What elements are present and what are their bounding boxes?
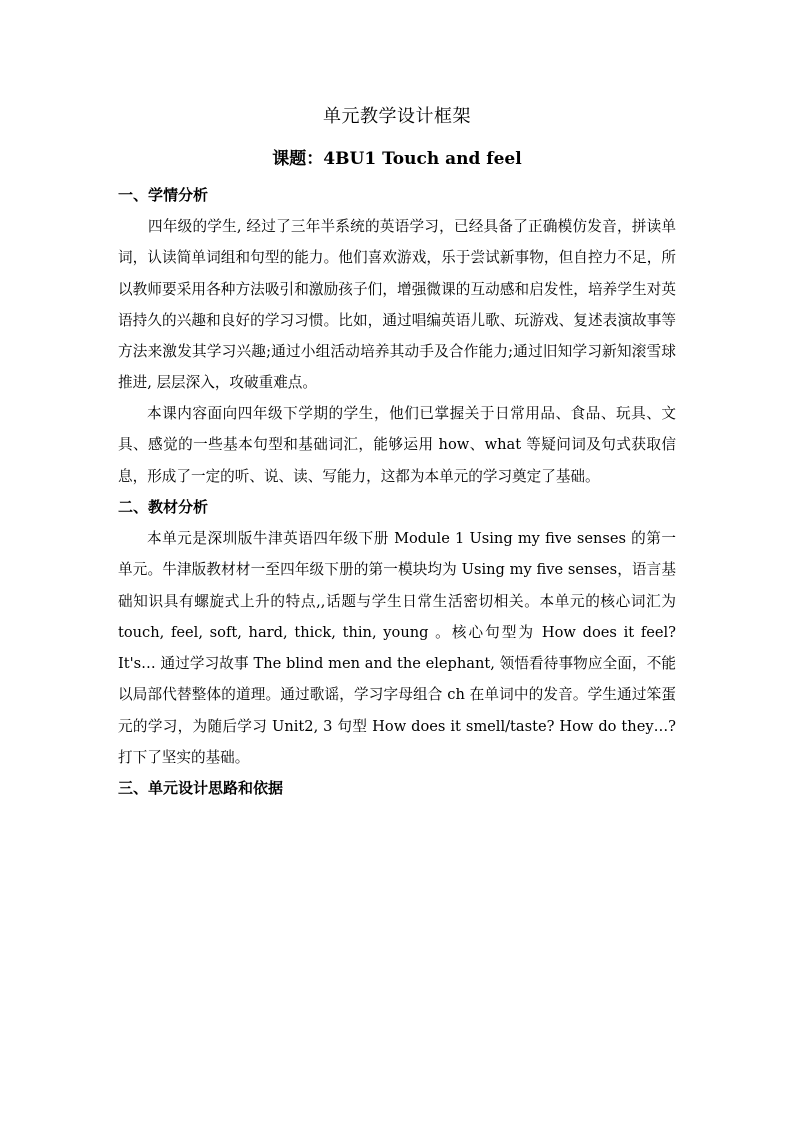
paragraph-learner-analysis-1: 四年级的学生, 经过了三年半系统的英语学习，已经具备了正确模仿发音，拼读单词，认读简单词组和句型的能力。他们喜欢游戏，乐于尝试新事物，但自控力不足，所以教师要采用各种方法吸引和激励孩子们，增强微课的互动感和启发性，培养学生对英语持久的兴趣和良好的学习习惯。比如，通过唱编英语儿歌、玩游戏、复述表演故事等方法来激发其学习兴趣;通过小组活动培养其动手及合作能力;通过旧知学习新知滚雪球推进, 层层深入，攻破重难点。 xyxy=(118,218,676,392)
section-heading-design-rationale: 三、单元设计思路和依据 xyxy=(118,779,284,797)
section-heading-material-analysis: 二、教材分析 xyxy=(118,498,209,516)
paragraph-material-analysis-1: 本单元是深圳版牛津英语四年级下册 Module 1 Using my five senses 的第一单元。牛津版教材材一至四年级下册的第一模块均为 Using my five senses，语言基础知识具有螺旋式上升的特点,,话题与学生日常生活密切相关。本单元的核心词汇为 touch, feel, soft, hard, thick, thin, young 。核心句型为 How does it feel? It's… 通过学习故事 The blind men and the elephant, 领悟看待事物应全面，不能以局部代替整体的道理。通过歌谣，学习字母组合 ch 在单词中的发音。学生通过笨蛋元的学习，为随后学习 Unit2, 3 句型 How does it smell/taste? How do they…? 打下了坚实的基础。 xyxy=(118,530,676,767)
paragraph-learner-analysis-2: 本课内容面向四年级下学期的学生，他们已掌握关于日常用品、食品、玩具、文具、感觉的一些基本句型和基础词汇，能够运用 how、what 等疑问词及句式获取信息，形成了一定的听、说、读、写能力，这都为本单元的学习奠定了基础。 xyxy=(118,405,676,485)
section-heading-learner-analysis: 一、学情分析 xyxy=(118,186,209,204)
document-subtitle: 课题：4BU1 Touch and feel xyxy=(272,149,522,169)
document-title: 单元教学设计框架 xyxy=(323,106,471,127)
